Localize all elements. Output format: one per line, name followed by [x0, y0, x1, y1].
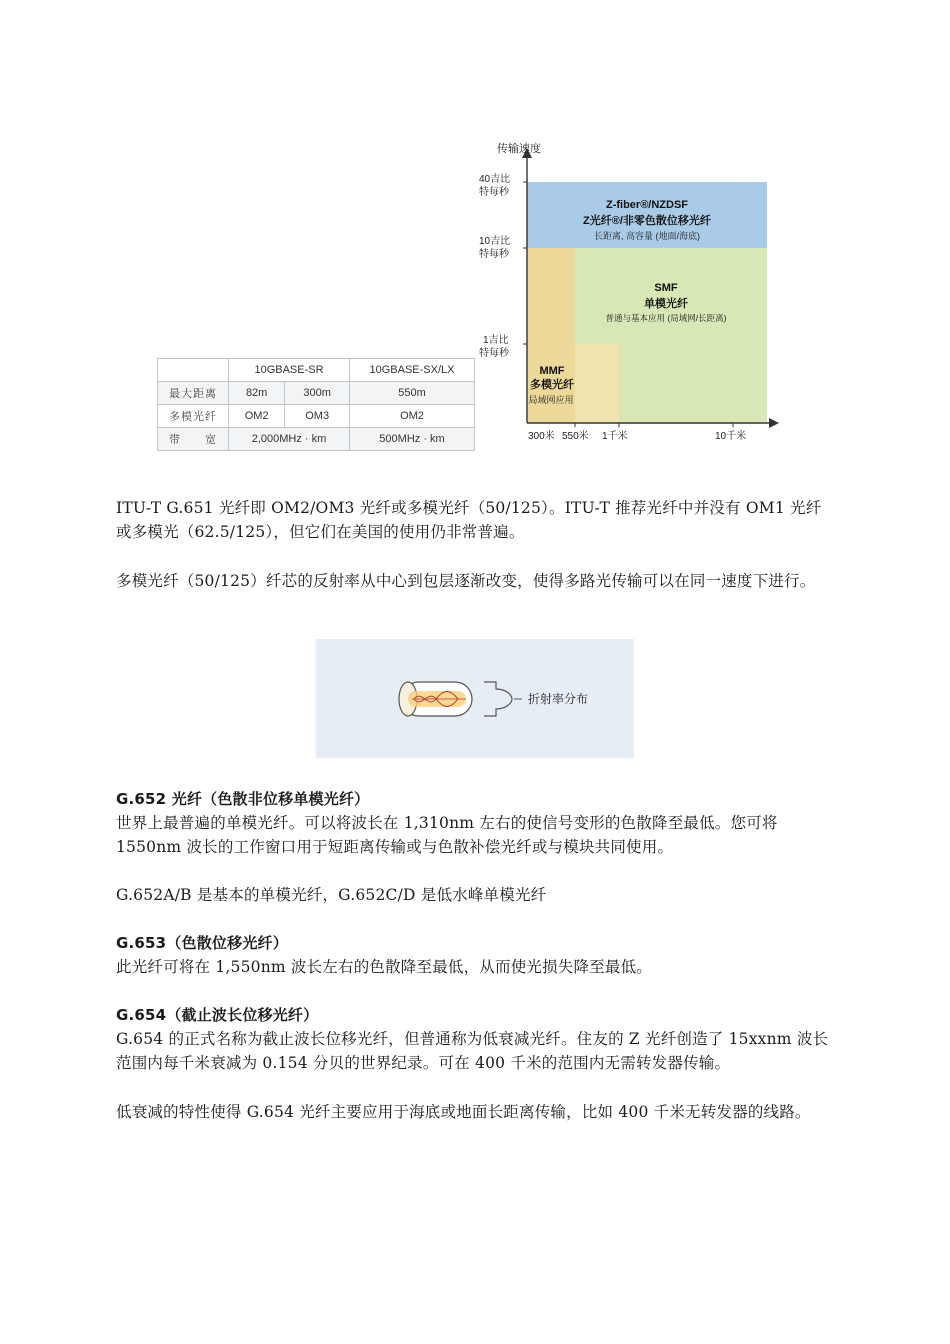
region-title: SMF	[654, 282, 678, 294]
region-subtitle: 多模光纤	[530, 379, 574, 391]
heading-g653: G.653（色散位移光纤）	[116, 934, 288, 952]
table-cell: 300m	[285, 382, 350, 405]
table-cell: 500MHz · km	[350, 428, 475, 451]
y-axis-label: 传输速度	[497, 143, 541, 155]
table-cell: OM2	[229, 405, 285, 428]
table-cell: 82m	[229, 382, 285, 405]
paragraph-multimode: 多模光纤（50/125）纤芯的反射率从中心到包层逐渐改变，使得多路光传输可以在同一速度下进行。	[116, 572, 816, 590]
region-subtitle: Z光纤®/非零色散位移光纤	[583, 215, 711, 227]
region-mmf-upper	[527, 248, 575, 344]
x-axis-arrow	[769, 418, 779, 428]
region-subtitle: 单模光纤	[644, 298, 688, 310]
region-note: 局域网应用	[528, 395, 574, 405]
region-title: MMF	[539, 365, 565, 377]
paragraph-g654: G.654 的正式名称为截止波长位移光纤，但普通称为低衰减光纤。住友的 Z 光纤创造了 15xxnm 波长范围内每千米衰减为 0.154 分贝的世界纪录。可在 400 千米的范围内无需转发器传输。	[116, 1030, 829, 1072]
y-tick-label: 特每秒	[479, 249, 509, 260]
diagram-label: 折射率分布	[528, 692, 589, 706]
x-tick-label: 10千米	[715, 431, 747, 442]
table-header-empty	[158, 359, 229, 382]
region-note: 普通与基本应用 (局域网/长距离)	[605, 313, 727, 323]
table-header-10gbase-sr: 10GBASE-SR	[229, 359, 350, 382]
heading-g652: G.652 光纤（色散非位移单模光纤）	[116, 790, 370, 808]
table-cell: 2,000MHz · km	[229, 428, 350, 451]
row-label: 带 宽	[158, 428, 229, 451]
table-cell: OM2	[350, 405, 475, 428]
table-row	[158, 428, 475, 451]
index-profile-bracket	[484, 682, 512, 716]
table-header-10gbase-sxlx: 10GBASE-SX/LX	[350, 359, 475, 382]
y-tick-label: 10吉比	[479, 236, 511, 247]
table-cell: 550m	[350, 382, 475, 405]
row-label: 最大距离	[158, 382, 229, 405]
refractive-index-diagram	[316, 639, 634, 758]
y-tick-label: 40吉比	[479, 174, 511, 185]
paragraph-g653: 此光纤可将在 1,550nm 波长左右的色散降至最低，从而使光损失降至最低。	[116, 958, 653, 976]
paragraph-g652ab: G.652A/B 是基本的单模光纤，G.652C/D 是低水峰单模光纤	[116, 886, 547, 904]
y-tick-label: 特每秒	[479, 187, 509, 198]
table-header-row	[158, 359, 475, 382]
region-title: Z-fiber®/NZDSF	[605, 199, 689, 211]
x-tick-label: 300米	[528, 431, 555, 442]
y-tick-label: 特每秒	[479, 348, 509, 359]
paragraph-g651: ITU-T G.651 光纤即 OM2/OM3 光纤或多模光纤（50/125）。ITU-T 推荐光纤中并没有 OM1 光纤或多模光（62.5/125），但它们在美国的使用仍非常普遍。	[116, 499, 822, 541]
heading-g654: G.654（截止波长位移光纤）	[116, 1006, 319, 1024]
x-tick-label: 550米	[562, 431, 589, 442]
row-label: 多模光纤	[158, 405, 229, 428]
fiber-cylinder-icon	[399, 682, 472, 716]
region-note: 长距离, 高容量 (地面/海底)	[594, 231, 700, 241]
spec-table	[157, 358, 475, 451]
y-tick-label: 1吉比	[483, 335, 509, 346]
fiber-speed-distance-chart	[475, 124, 793, 451]
paragraph-g652: 世界上最普遍的单模光纤。可以将波长在 1,310nm 左右的使信号变形的色散降至最低。您可将 1550nm 波长的工作窗口用于短距离传输或与色散补偿光纤或与模块共同使用。	[116, 814, 778, 856]
table-row	[158, 382, 475, 405]
table-row	[158, 405, 475, 428]
paragraph-g654-usage: 低衰减的特性使得 G.654 光纤主要应用于海底或地面长距离传输，比如 400 千米无转发器的线路。	[116, 1103, 811, 1121]
table-cell: OM3	[285, 405, 350, 428]
x-tick-label: 1千米	[602, 431, 628, 442]
